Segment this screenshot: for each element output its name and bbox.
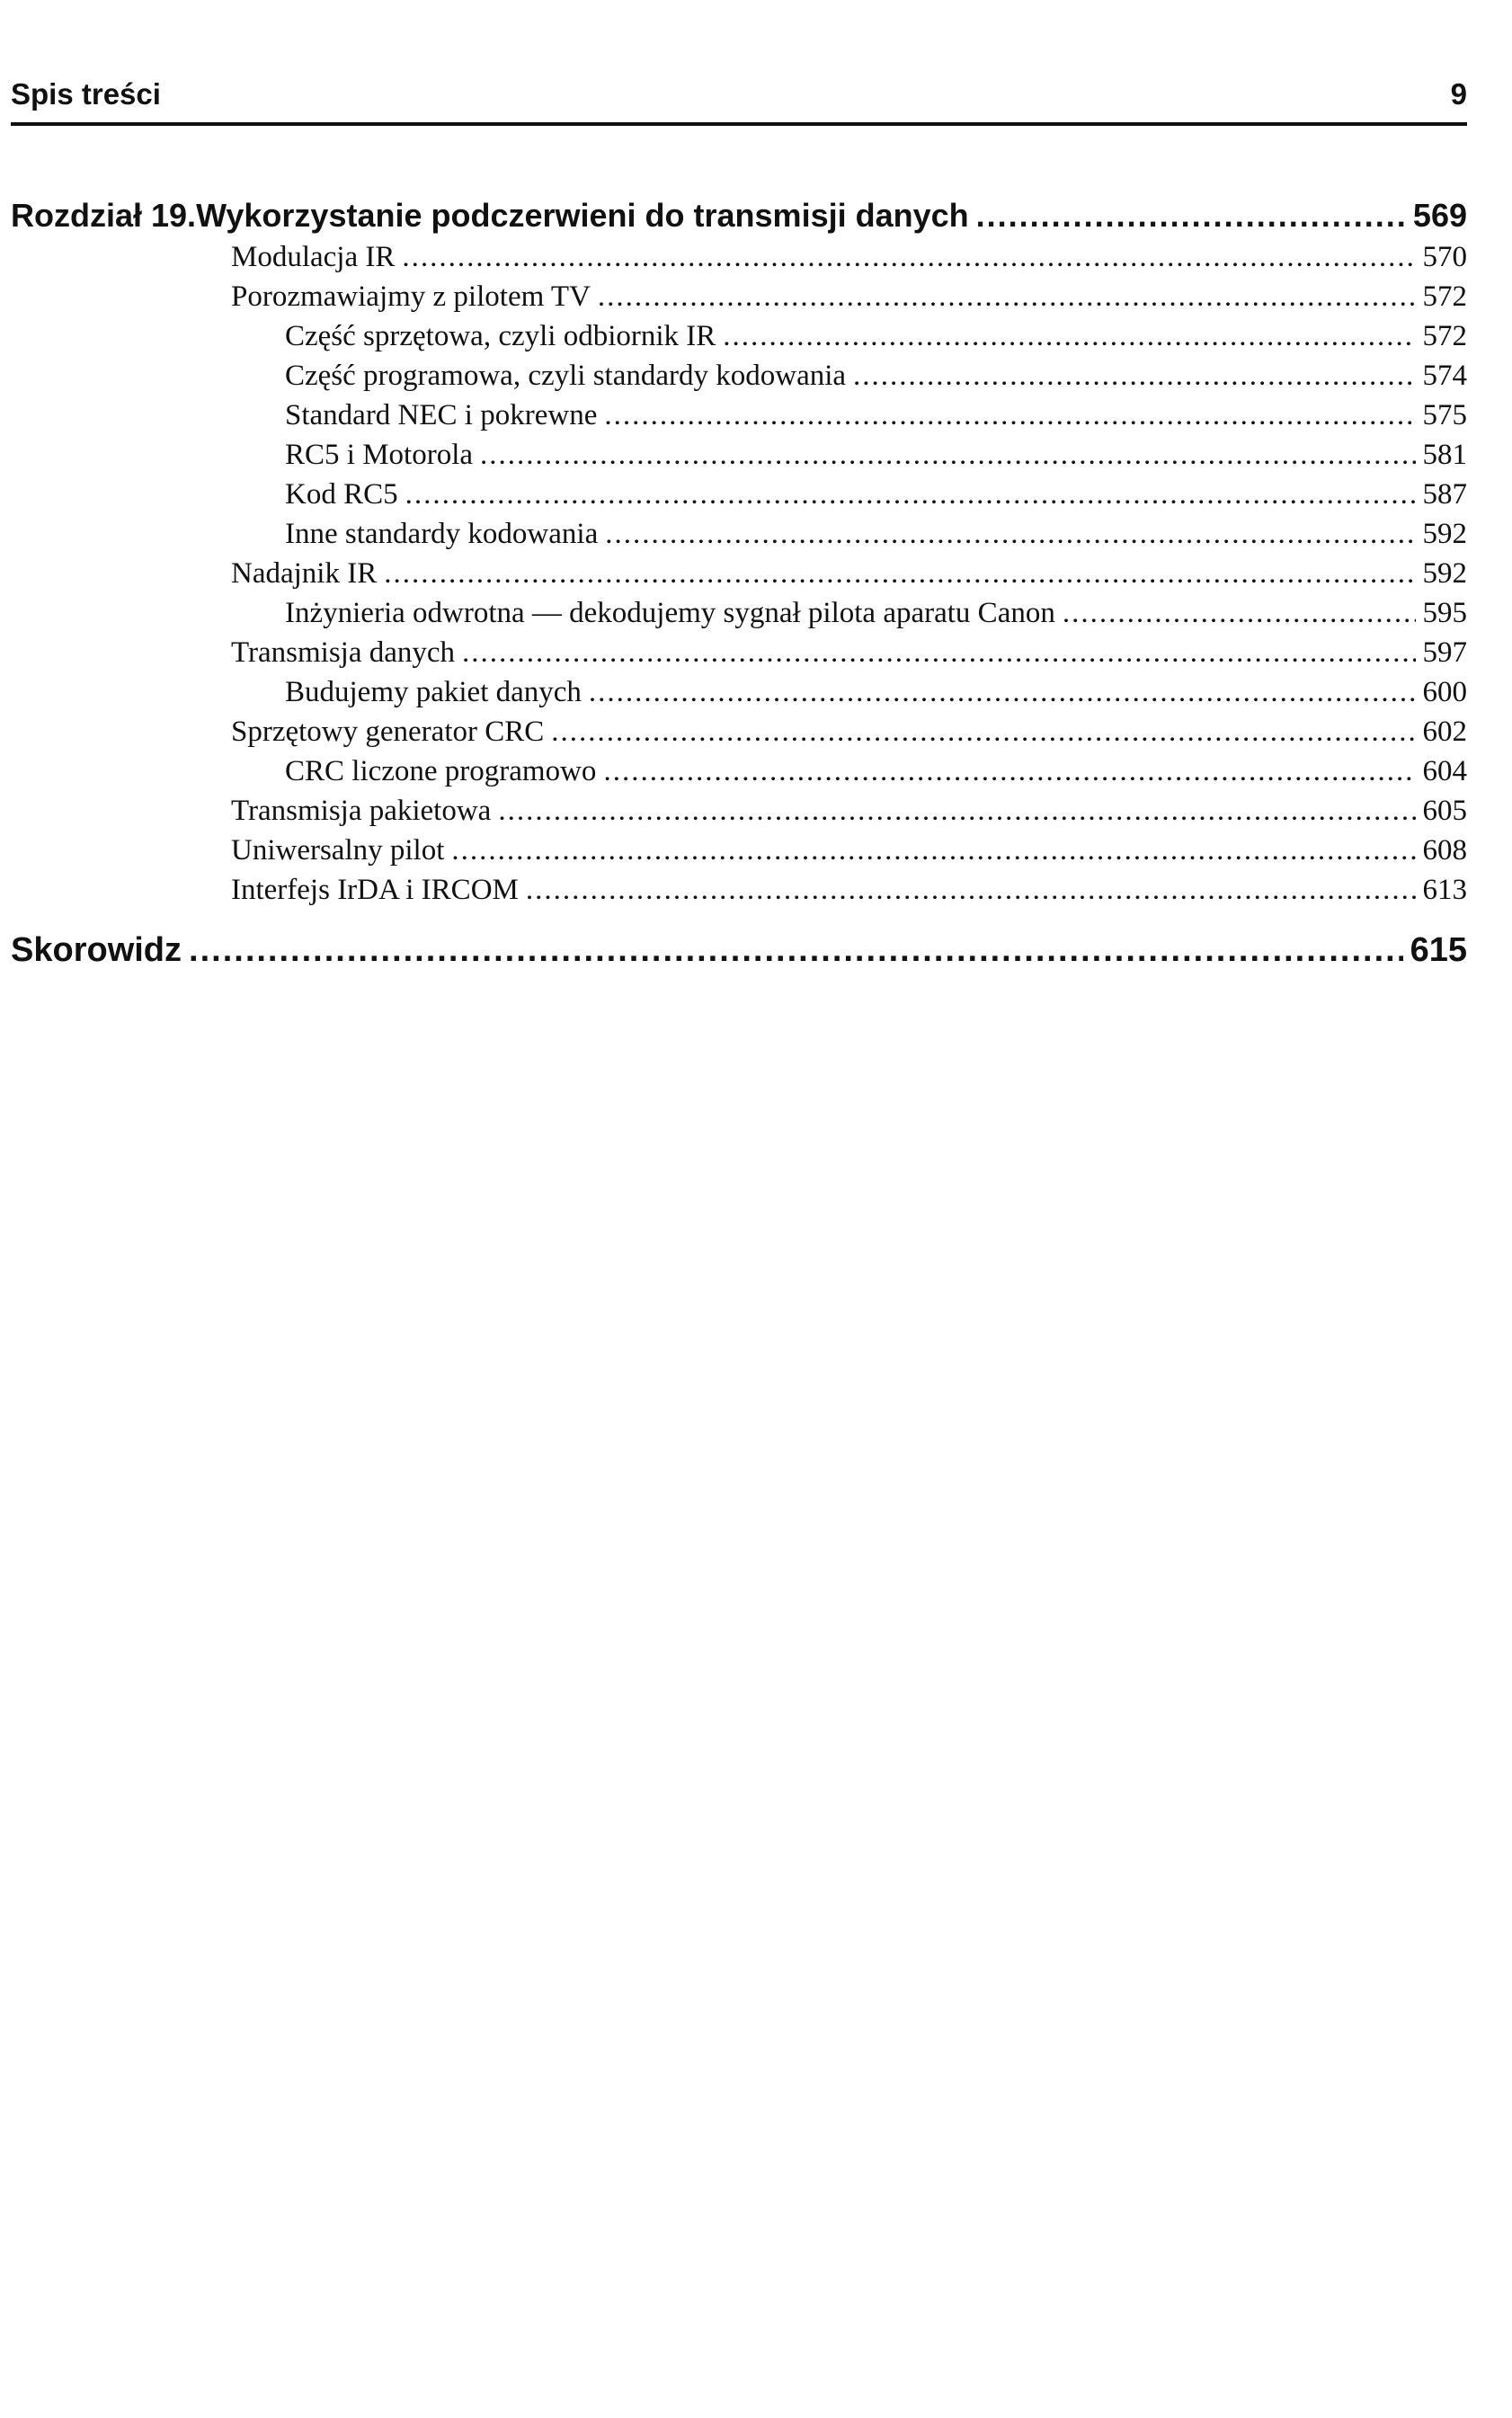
toc-entry [11,514,1467,554]
toc-entry-page-number: 572 [1422,280,1467,313]
toc-entry-page-number: 602 [1422,716,1467,748]
toc-entry-page-number: 608 [1422,834,1467,867]
dot-leader [605,514,1415,554]
dot-leader [1063,593,1416,633]
toc-index-entry [11,924,1467,976]
toc-entry-title: Uniwersalny pilot [231,834,445,867]
dot-leader [723,316,1415,356]
toc-entry [11,672,1467,712]
toc-entry-title: RC5 i Motorola [285,439,474,471]
toc-entry-page-number: 574 [1422,360,1467,392]
toc-entry-title: Część sprzętowa, czyli odbiornik IR [285,320,716,352]
dot-leader [384,554,1415,593]
toc-entry-title: Interfejs IrDA i IRCOM [231,874,519,906]
toc-entry-title: Inżynieria odwrotna — dekodujemy sygnał pilota aparatu Canon [285,597,1055,629]
toc-entry-page-number: 605 [1422,795,1467,827]
toc-entry [11,831,1467,870]
toc-entry-title: Modulacja IR [231,241,396,273]
header-rule [11,122,1467,126]
toc-entry [11,593,1467,633]
toc-entry [11,791,1467,831]
toc-entry [11,316,1467,356]
toc-entry [11,712,1467,751]
toc-entry-title: CRC liczone programowo [285,755,597,787]
toc-entry-title: Nadajnik IR [231,557,378,590]
index-page-number: 615 [1410,931,1467,969]
dot-leader [603,751,1415,791]
chapter-page-number: 569 [1412,197,1467,234]
toc-entry [11,396,1467,435]
dot-leader [589,672,1416,712]
dot-leader [462,633,1415,672]
toc-entry [11,435,1467,475]
toc-chapter-entry [11,194,1467,237]
toc-entry-title: Standard NEC i pokrewne [285,399,598,431]
toc-entry [11,277,1467,316]
dot-leader [598,277,1416,316]
toc-entry-page-number: 613 [1422,874,1467,906]
toc-entry-page-number: 600 [1422,676,1467,708]
toc-entry-title: Transmisja danych [231,636,456,669]
dot-leader [480,435,1415,475]
toc-entry-page-number: 597 [1422,636,1467,669]
toc-entry [11,751,1467,791]
toc-entry-page-number: 587 [1422,478,1467,511]
toc-entry-title: Budujemy pakiet danych [285,676,582,708]
toc-entry-title: Porozmawiajmy z pilotem TV [231,280,591,313]
toc-entry-title: Transmisja pakietowa [231,795,492,827]
dot-leader [405,475,1416,514]
dot-leader [853,356,1415,396]
toc-entries [11,237,1467,910]
table-of-contents [11,194,1467,976]
dot-leader [189,924,1403,976]
toc-entry [11,870,1467,910]
toc-entry [11,554,1467,593]
dot-leader [604,396,1415,435]
toc-entry-page-number: 592 [1422,518,1467,550]
toc-entry [11,237,1467,277]
toc-entry-title: Kod RC5 [285,478,398,511]
toc-entry [11,475,1467,514]
dot-leader [451,831,1415,870]
toc-entry-page-number: 595 [1422,597,1467,629]
chapter-number: Rozdział 19. [11,197,197,234]
toc-entry-title: Część programowa, czyli standardy kodowania [285,360,847,392]
toc-entry-page-number: 592 [1422,557,1467,590]
toc-entry-page-number: 604 [1422,755,1467,787]
toc-entry-title: Sprzętowy generator CRC [231,716,545,748]
index-title: Skorowidz [11,931,182,969]
dot-leader [526,870,1416,910]
running-header [11,77,1467,122]
toc-entry-page-number: 570 [1422,241,1467,273]
dot-leader [498,791,1415,831]
running-header-title: Spis treści [11,77,161,111]
toc-entry-page-number: 572 [1422,320,1467,352]
toc-entry [11,633,1467,672]
toc-entry-page-number: 575 [1422,399,1467,431]
toc-entry [11,356,1467,396]
chapter-title: Wykorzystanie podczerwieni do transmisji danych [196,197,969,234]
toc-entry-title: Inne standardy kodowania [285,518,599,550]
dot-leader [402,237,1415,277]
dot-leader [976,194,1406,237]
running-header-page-number: 9 [1450,77,1467,111]
toc-entry-page-number: 581 [1422,439,1467,471]
dot-leader [551,712,1415,751]
